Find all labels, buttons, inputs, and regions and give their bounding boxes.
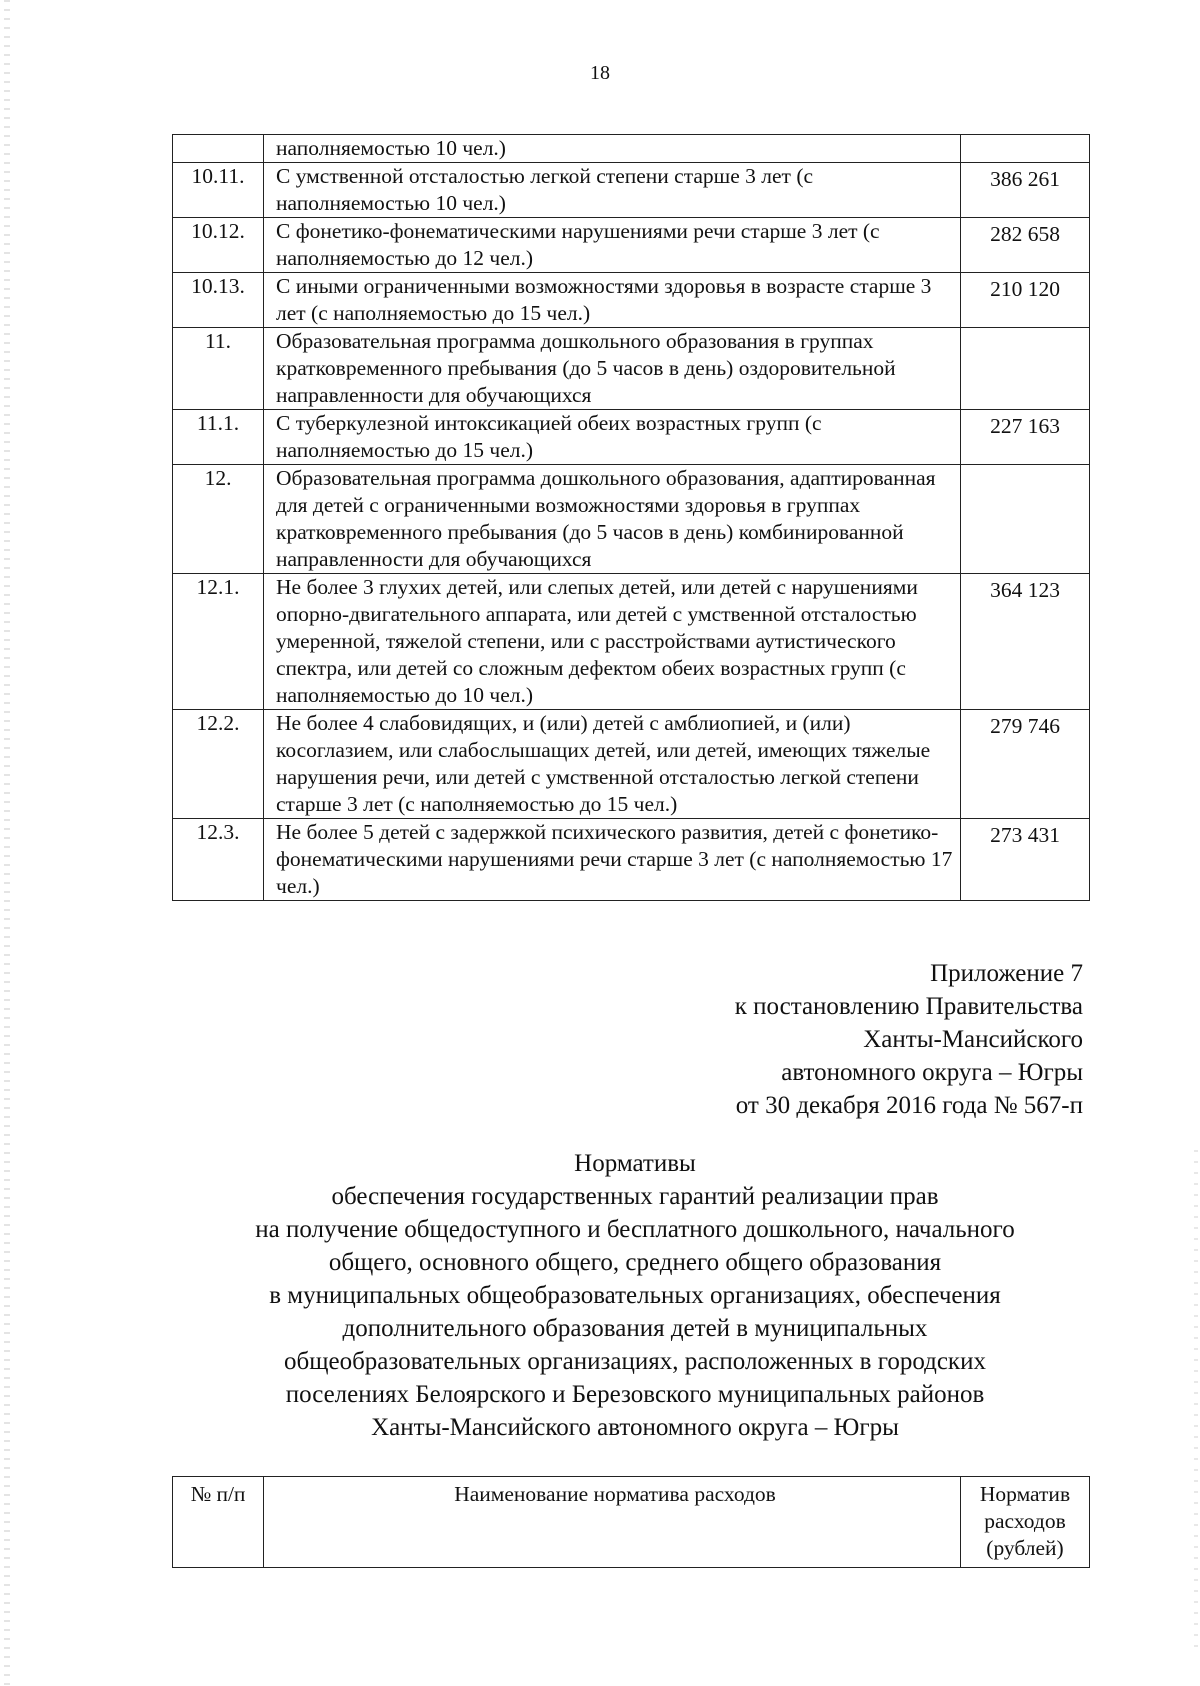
row-name: Не более 5 детей с задержкой психического развития, детей с фонетико-фонематическими нарушениями речи старше 3 лет (с наполняемостью 17 чел.)	[264, 819, 961, 901]
row-name: Образовательная программа дошкольного образования, адаптированная для детей с ограниченными возможностями здоровья в группах кратковременного пребывания (до 5 часов в день) комбинированной направленности для обучающихся	[264, 465, 961, 574]
row-name: наполняемостью 10 чел.)	[264, 135, 961, 163]
table-row	[173, 574, 1090, 710]
row-number: 12.2.	[173, 710, 264, 819]
title-line: на получение общедоступного и бесплатного дошкольного, начального	[255, 1216, 1015, 1243]
row-number: 10.11.	[173, 163, 264, 218]
row-value	[961, 465, 1090, 574]
row-number: 12.	[173, 465, 264, 574]
title-line: Ханты-Мансийского автономного округа – Югры	[371, 1414, 899, 1441]
row-value: 273 431	[961, 819, 1090, 901]
title-line: обеспечения государственных гарантий реализации прав	[331, 1183, 939, 1210]
appendix-line: Ханты-Мансийского	[863, 1026, 1083, 1053]
appendix-line: Приложение 7	[930, 960, 1083, 987]
title-heading: Нормативы	[574, 1150, 696, 1177]
table-row	[173, 163, 1090, 218]
table-row	[173, 410, 1090, 465]
norms-table-new	[172, 1476, 1090, 1568]
row-name: С фонетико-фонематическими нарушениями речи старше 3 лет (с наполняемостью до 12 чел.)	[264, 218, 961, 273]
row-value: 282 658	[961, 218, 1090, 273]
table-row	[173, 465, 1090, 574]
row-name: С туберкулезной интоксикацией обеих возрастных групп (с наполняемостью до 15 чел.)	[264, 410, 961, 465]
row-name: Образовательная программа дошкольного образования в группах кратковременного пребывания (до 5 часов в день) оздоровительной направленности для обучающихся	[264, 328, 961, 410]
row-name: С умственной отсталостью легкой степени старше 3 лет (с наполняемостью 10 чел.)	[264, 163, 961, 218]
title-line: поселениях Белоярского и Березовского муниципальных районов	[285, 1381, 985, 1408]
table-row	[173, 273, 1090, 328]
row-number: 10.13.	[173, 273, 264, 328]
row-number	[173, 135, 264, 163]
row-value	[961, 328, 1090, 410]
table-row	[173, 710, 1090, 819]
table-row	[173, 328, 1090, 410]
row-name: Не более 4 слабовидящих, и (или) детей с амблиопией, и (или) косоглазием, или слабослышащих детей, или детей, имеющих тяжелые нарушения речи, или детей с умственной отсталостью легкой степени старше 3 лет (с наполняемостью до 15 чел.)	[264, 710, 961, 819]
appendix-line: от 30 декабря 2016 года № 567-п	[735, 1092, 1083, 1119]
title-line: общеобразовательных организациях, расположенных в городских	[284, 1348, 986, 1375]
title-line: дополнительного образования детей в муниципальных	[342, 1315, 928, 1342]
row-value: 279 746	[961, 710, 1090, 819]
row-number: 11.	[173, 328, 264, 410]
appendix-reference	[735, 957, 1083, 1122]
appendix-line: к постановлению Правительства	[734, 993, 1083, 1020]
row-value	[961, 135, 1090, 163]
row-number: 11.1.	[173, 410, 264, 465]
appendix-line: автономного округа – Югры	[781, 1059, 1083, 1086]
norms-table-continued	[172, 134, 1090, 901]
header-name: Наименование норматива расходов	[264, 1477, 961, 1568]
header-value: Норматив расходов (рублей)	[961, 1477, 1090, 1568]
row-value: 227 163	[961, 410, 1090, 465]
row-number: 12.1.	[173, 574, 264, 710]
table-row	[173, 819, 1090, 901]
row-number: 12.3.	[173, 819, 264, 901]
document-title	[0, 1147, 1200, 1444]
table-row	[173, 135, 1090, 163]
row-value: 364 123	[961, 574, 1090, 710]
page-number: 18	[590, 62, 610, 84]
row-number: 10.12.	[173, 218, 264, 273]
title-line: в муниципальных общеобразовательных организациях, обеспечения	[269, 1282, 1001, 1309]
table-header-row	[173, 1477, 1090, 1568]
row-value: 210 120	[961, 273, 1090, 328]
row-name: Не более 3 глухих детей, или слепых детей, или детей с нарушениями опорно-двигательного аппарата, или детей с умственной отсталостью умеренной, тяжелой степени, или с расстройствами аутистического спектра, или детей со сложным дефектом обеих возрастных групп (с наполняемостью до 10 чел.)	[264, 574, 961, 710]
title-line: общего, основного общего, среднего общего образования	[328, 1249, 942, 1276]
table-row	[173, 218, 1090, 273]
row-value: 386 261	[961, 163, 1090, 218]
header-number: № п/п	[173, 1477, 264, 1568]
row-name: С иными ограниченными возможностями здоровья в возрасте старше 3 лет (с наполняемостью до 15 чел.)	[264, 273, 961, 328]
